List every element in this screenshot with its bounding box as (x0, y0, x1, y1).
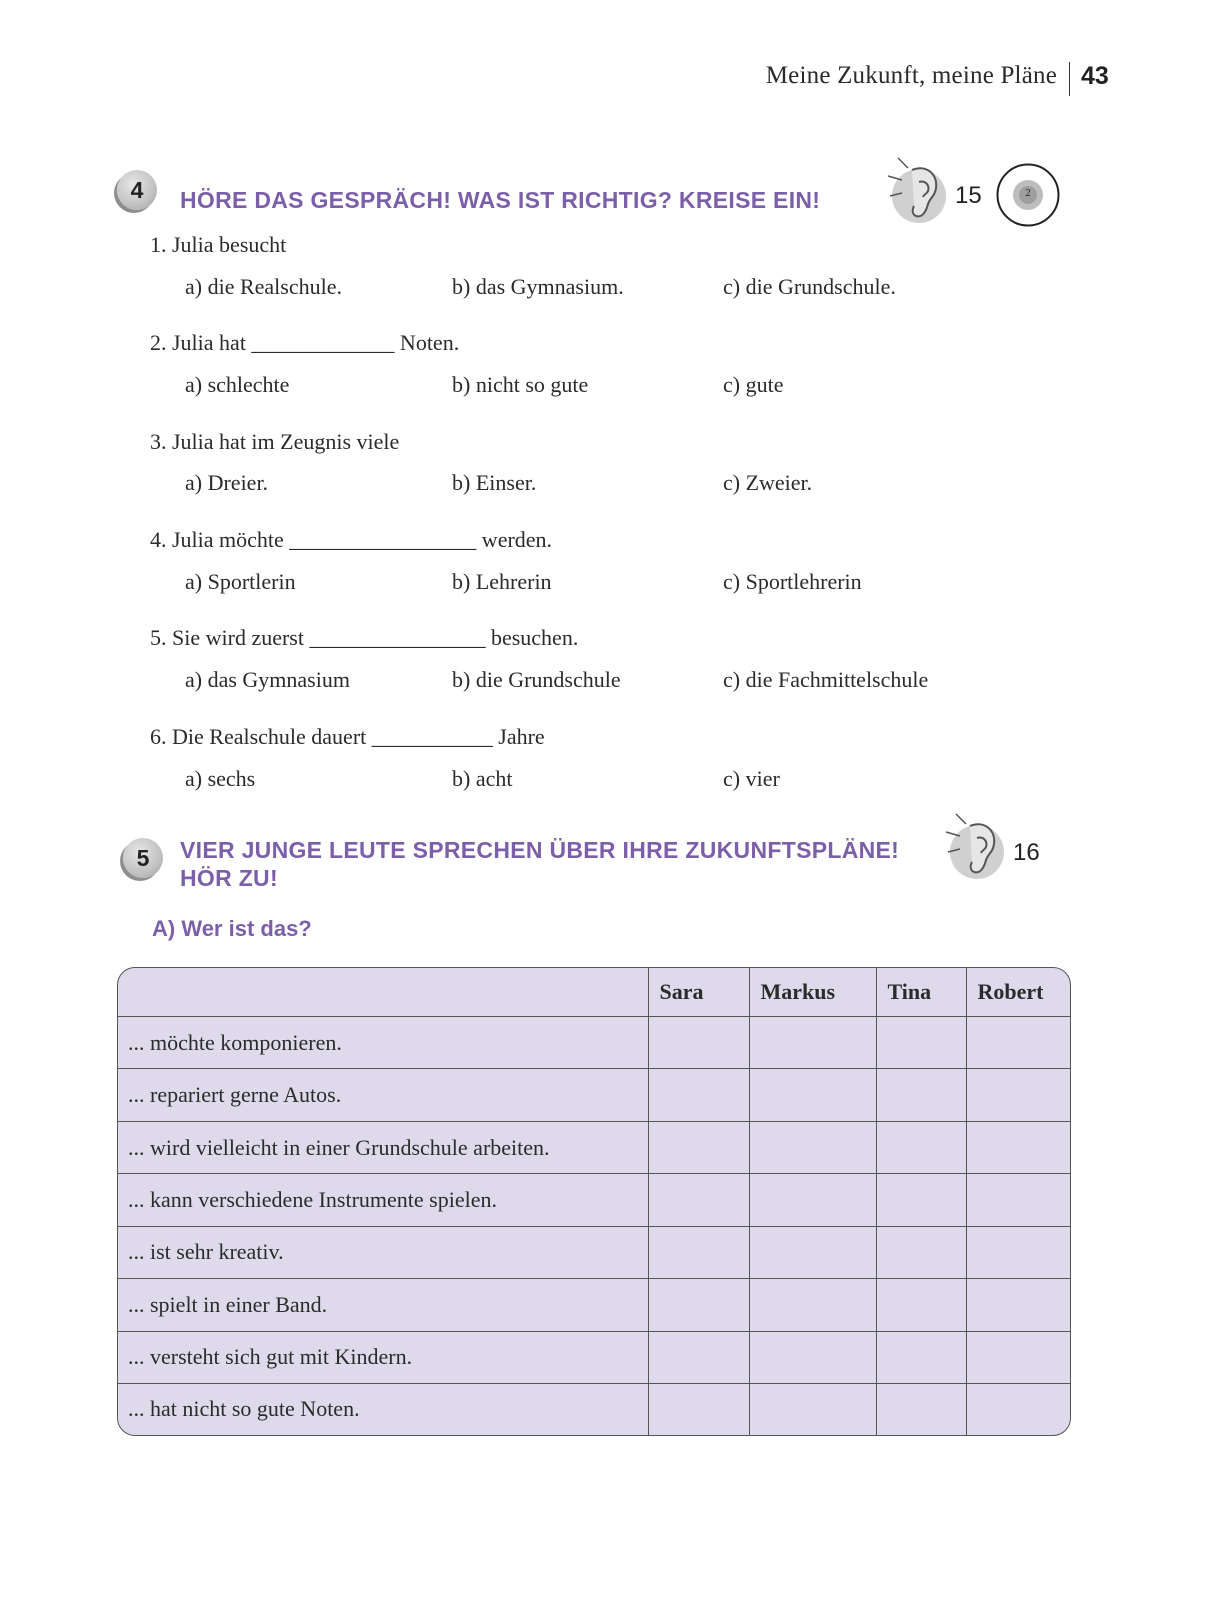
checkbox-cell[interactable] (966, 1121, 1070, 1173)
table-row (118, 1383, 1070, 1435)
checkbox-cell[interactable] (749, 1279, 876, 1331)
question-4: 4. Julia möchte _________________ werden. (150, 527, 553, 552)
header-divider (1069, 62, 1070, 96)
statement-cell: ... kann verschiedene Instrumente spielen. (118, 1174, 648, 1226)
checkbox-cell[interactable] (648, 1383, 749, 1435)
question-1: 1. Julia besucht (150, 232, 287, 257)
checkbox-cell[interactable] (749, 1017, 876, 1069)
answer-option-4c[interactable]: c) Sportlehrerin (723, 569, 862, 594)
chapter-title: Meine Zukunft, meine Pläne (765, 62, 1057, 89)
answer-option-6c[interactable]: c) vier (723, 766, 780, 791)
statement-cell: ... hat nicht so gute Noten. (118, 1383, 648, 1435)
checkbox-cell[interactable] (648, 1226, 749, 1278)
checkbox-cell[interactable] (749, 1226, 876, 1278)
checkbox-cell[interactable] (876, 1226, 966, 1278)
checkbox-cell[interactable] (648, 1069, 749, 1121)
exercise-4-title: HÖRE DAS GESPRÄCH! WAS IST RICHTIG? KREISE EIN! (180, 187, 821, 213)
listening-ear-icon (886, 156, 948, 228)
statement-cell: ... möchte komponieren. (118, 1017, 648, 1069)
checkbox-cell[interactable] (749, 1383, 876, 1435)
statement-cell: ... repariert gerne Autos. (118, 1069, 648, 1121)
checkbox-cell[interactable] (749, 1174, 876, 1226)
table-row (118, 1121, 1070, 1173)
answer-option-1c[interactable]: c) die Grundschule. (723, 274, 896, 299)
checkbox-cell[interactable] (876, 1174, 966, 1226)
answer-option-4a[interactable]: a) Sportlerin (185, 569, 296, 594)
checkbox-cell[interactable] (876, 1279, 966, 1331)
checkbox-cell[interactable] (876, 1121, 966, 1173)
answer-option-6a[interactable]: a) sechs (185, 766, 256, 791)
answer-option-2c[interactable]: c) gute (723, 372, 784, 397)
exercise-5-badge: 5 (123, 838, 163, 878)
statement-cell: ... spielt in einer Band. (118, 1279, 648, 1331)
table-header-row (118, 968, 1070, 1017)
question-5: 5. Sie wird zuerst ________________ besuchen. (150, 625, 579, 650)
checkbox-cell[interactable] (966, 1017, 1070, 1069)
checkbox-cell[interactable] (966, 1279, 1070, 1331)
answer-option-3b[interactable]: b) Einser. (452, 470, 537, 495)
statement-cell: ... ist sehr kreativ. (118, 1226, 648, 1278)
checkbox-cell[interactable] (648, 1121, 749, 1173)
checkbox-cell[interactable] (876, 1069, 966, 1121)
cd-icon (996, 163, 1060, 227)
checkbox-cell[interactable] (648, 1174, 749, 1226)
checkbox-cell[interactable] (648, 1279, 749, 1331)
who-is-it-table (117, 967, 1071, 1436)
statement-cell: ... versteht sich gut mit Kindern. (118, 1331, 648, 1383)
checkbox-cell[interactable] (749, 1069, 876, 1121)
page-number: 43 (1081, 62, 1109, 90)
listening-ear-icon (944, 812, 1006, 884)
checkbox-cell[interactable] (966, 1331, 1070, 1383)
answer-option-3a[interactable]: a) Dreier. (185, 470, 269, 495)
answer-option-4b[interactable]: b) Lehrerin (452, 569, 552, 594)
answer-option-5c[interactable]: c) die Fachmittelschule (723, 667, 929, 692)
audio-track-number: 16 (1013, 839, 1040, 866)
audio-track-number: 15 (955, 182, 982, 209)
checkbox-cell[interactable] (648, 1017, 749, 1069)
answer-option-1b[interactable]: b) das Gymnasium. (452, 274, 624, 299)
answer-option-2b[interactable]: b) nicht so gute (452, 372, 589, 397)
checkbox-cell[interactable] (749, 1121, 876, 1173)
answer-option-2a[interactable]: a) schlechte (185, 372, 290, 397)
exercise-5-title (180, 836, 899, 892)
question-6: 6. Die Realschule dauert ___________ Jahre (150, 724, 545, 749)
column-header: Robert (966, 968, 1070, 1017)
table-row (118, 1279, 1070, 1331)
answer-option-6b[interactable]: b) acht (452, 766, 513, 791)
exercise-5-title-line-1: VIER JUNGE LEUTE SPRECHEN ÜBER IHRE ZUKUNFTSPLÄNE! (180, 837, 900, 863)
exercise-5-title-line-2: HÖR ZU! (180, 865, 278, 891)
column-header: Tina (876, 968, 966, 1017)
answer-option-5b[interactable]: b) die Grundschule (452, 667, 621, 692)
header-empty-cell (118, 968, 648, 1017)
table-row (118, 1017, 1070, 1069)
table-row (118, 1226, 1070, 1278)
cd-number: 2 (1025, 187, 1031, 199)
checkbox-cell[interactable] (966, 1226, 1070, 1278)
question-2: 2. Julia hat _____________ Noten. (150, 330, 460, 355)
checkbox-cell[interactable] (966, 1069, 1070, 1121)
checkbox-cell[interactable] (876, 1017, 966, 1069)
checkbox-cell[interactable] (966, 1174, 1070, 1226)
checkbox-cell[interactable] (876, 1331, 966, 1383)
column-header: Sara (648, 968, 749, 1017)
answer-option-1a[interactable]: a) die Realschule. (185, 274, 342, 299)
table-row (118, 1331, 1070, 1383)
answer-option-5a[interactable]: a) das Gymnasium (185, 667, 350, 692)
checkbox-cell[interactable] (966, 1383, 1070, 1435)
answer-option-3c[interactable]: c) Zweier. (723, 470, 813, 495)
column-header: Markus (749, 968, 876, 1017)
exercise-5-subtitle: A) Wer ist das? (152, 916, 312, 941)
table-row (118, 1069, 1070, 1121)
checkbox-cell[interactable] (648, 1331, 749, 1383)
statement-cell: ... wird vielleicht in einer Grundschule arbeiten. (118, 1121, 648, 1173)
table-row (118, 1174, 1070, 1226)
checkbox-cell[interactable] (876, 1383, 966, 1435)
checkbox-cell[interactable] (749, 1331, 876, 1383)
exercise-4-badge: 4 (117, 170, 157, 210)
question-3: 3. Julia hat im Zeugnis viele (150, 429, 400, 454)
